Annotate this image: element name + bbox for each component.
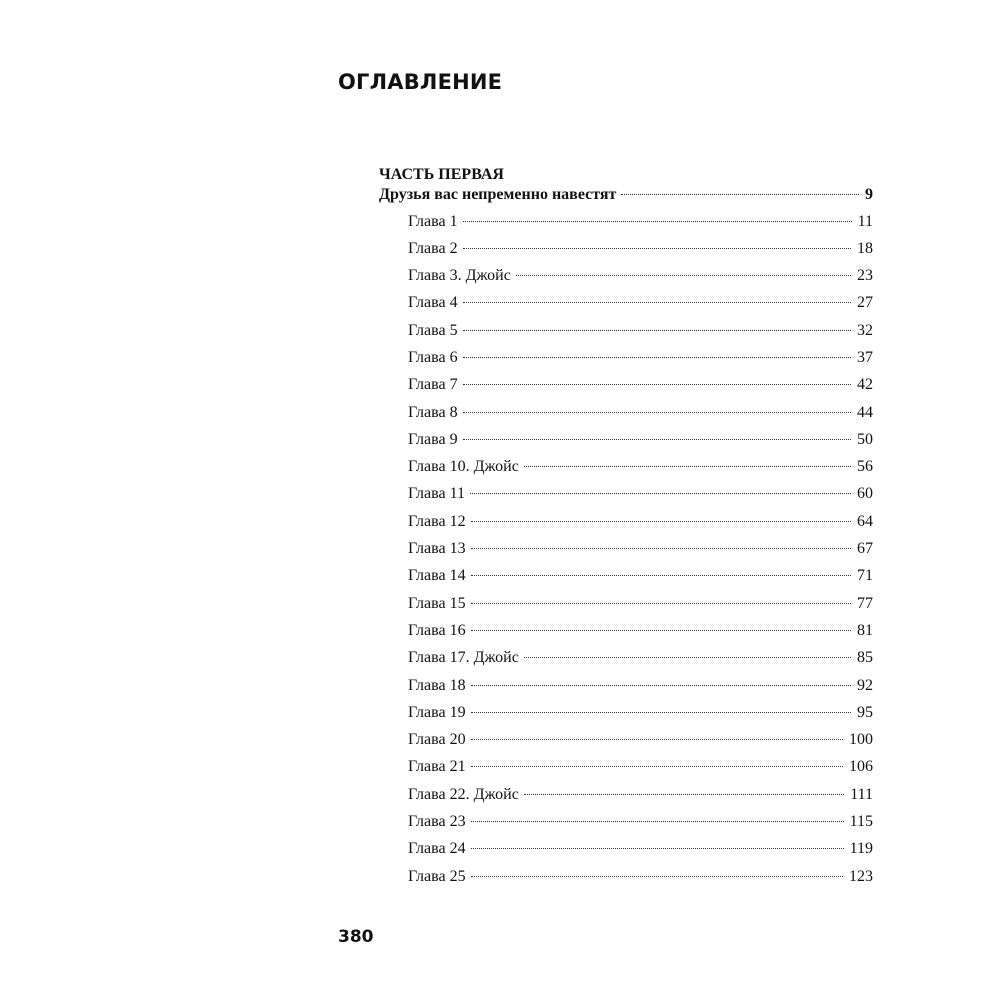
toc-chapter-row (379, 781, 873, 808)
page-title: ОГЛАВЛЕНИЕ (338, 70, 503, 94)
toc-chapter-row (379, 235, 873, 262)
chapter-title: Глава 21 (408, 758, 466, 776)
chapter-page-number: 11 (857, 212, 873, 230)
dot-leader (471, 548, 851, 549)
toc-chapter-row (379, 590, 873, 617)
dot-leader (524, 657, 851, 658)
dot-leader (471, 685, 851, 686)
toc-chapter-row (379, 644, 873, 671)
chapter-title: Глава 7 (408, 376, 458, 394)
chapter-title: Глава 16 (408, 621, 466, 639)
chapter-title: Глава 12 (408, 512, 466, 530)
toc-chapter-row (379, 535, 873, 562)
chapter-page-number: 67 (857, 540, 873, 558)
toc-chapter-row (379, 289, 873, 316)
chapter-page-number: 56 (857, 458, 873, 476)
chapter-page-number: 32 (857, 321, 873, 339)
chapter-page-number: 23 (857, 267, 873, 285)
toc-chapter-row (379, 453, 873, 480)
chapter-title: Глава 14 (408, 567, 466, 585)
toc-chapter-row (379, 317, 873, 344)
dot-leader (463, 221, 852, 222)
chapter-page-number: 100 (849, 731, 873, 749)
toc-chapter-row (379, 426, 873, 453)
toc-chapter-row (379, 562, 873, 589)
dot-leader (471, 521, 851, 522)
dot-leader (463, 357, 851, 358)
part-label: ЧАСТЬ ПЕРВАЯ (379, 166, 504, 183)
dot-leader (471, 739, 843, 740)
part-title: Друзья вас непременно навестят (379, 186, 617, 203)
chapter-title: Глава 5 (408, 321, 458, 339)
chapter-page-number: 115 (849, 813, 873, 831)
chapter-title: Глава 10. Джойс (408, 458, 519, 476)
toc-chapter-row (379, 344, 873, 371)
chapter-title: Глава 19 (408, 703, 466, 721)
dot-leader (471, 603, 851, 604)
dot-leader (463, 412, 851, 413)
chapter-page-number: 42 (857, 376, 873, 394)
chapter-title: Глава 25 (408, 867, 466, 885)
chapter-page-number: 92 (857, 676, 873, 694)
dot-leader (516, 275, 851, 276)
folio-page-number: 380 (338, 927, 374, 947)
chapter-page-number: 18 (857, 239, 873, 257)
chapter-page-number: 81 (857, 621, 873, 639)
chapter-title: Глава 11 (408, 485, 465, 503)
dot-leader (471, 876, 843, 877)
dot-leader (524, 466, 851, 467)
chapter-page-number: 60 (857, 485, 873, 503)
chapter-page-number: 119 (849, 840, 873, 858)
table-of-contents (379, 165, 873, 890)
dot-leader (463, 302, 851, 303)
chapter-page-number: 106 (849, 758, 873, 776)
dot-leader (463, 439, 851, 440)
chapter-title: Глава 20 (408, 731, 466, 749)
chapter-title: Глава 2 (408, 239, 458, 257)
chapter-page-number: 44 (857, 403, 873, 421)
toc-chapter-row (379, 262, 873, 289)
chapter-title: Глава 4 (408, 294, 458, 312)
chapter-title: Глава 17. Джойс (408, 649, 519, 667)
dot-leader (471, 848, 844, 849)
toc-chapter-row (379, 480, 873, 507)
dot-leader (463, 384, 851, 385)
dot-leader (471, 821, 844, 822)
dot-leader (463, 330, 851, 331)
chapter-title: Глава 3. Джойс (408, 267, 511, 285)
toc-chapter-row (379, 672, 873, 699)
toc-chapter-row (379, 399, 873, 426)
dot-leader (524, 794, 844, 795)
toc-chapter-row (379, 371, 873, 398)
toc-chapter-row (379, 808, 873, 835)
part-entry (379, 185, 873, 205)
chapter-title: Глава 22. Джойс (408, 785, 519, 803)
dot-leader (471, 712, 851, 713)
chapter-title: Глава 9 (408, 430, 458, 448)
chapter-title: Глава 6 (408, 348, 458, 366)
chapter-title: Глава 13 (408, 540, 466, 558)
toc-chapter-row (379, 508, 873, 535)
chapter-title: Глава 24 (408, 840, 466, 858)
dot-leader (471, 630, 851, 631)
chapter-title: Глава 15 (408, 594, 466, 612)
chapter-title: Глава 1 (408, 212, 458, 230)
toc-chapter-row (379, 617, 873, 644)
chapter-page-number: 27 (857, 294, 873, 312)
chapter-title: Глава 23 (408, 813, 466, 831)
dot-leader (471, 766, 843, 767)
chapter-page-number: 111 (850, 785, 873, 803)
chapter-title: Глава 18 (408, 676, 466, 694)
dot-leader (463, 248, 851, 249)
chapter-title: Глава 8 (408, 403, 458, 421)
dot-leader (471, 575, 851, 576)
chapter-page-number: 95 (857, 703, 873, 721)
chapter-page-number: 123 (849, 867, 873, 885)
dot-leader (470, 493, 851, 494)
chapter-page-number: 71 (857, 567, 873, 585)
part-page-number: 9 (865, 186, 873, 203)
toc-chapter-row (379, 726, 873, 753)
chapter-page-number: 85 (857, 649, 873, 667)
chapter-page-number: 37 (857, 348, 873, 366)
toc-chapter-row (379, 208, 873, 235)
chapter-list (379, 208, 873, 890)
toc-chapter-row (379, 863, 873, 890)
toc-chapter-row (379, 753, 873, 780)
toc-chapter-row (379, 835, 873, 862)
toc-chapter-row (379, 699, 873, 726)
dot-leader (621, 194, 859, 195)
chapter-page-number: 50 (857, 430, 873, 448)
chapter-page-number: 64 (857, 512, 873, 530)
chapter-page-number: 77 (857, 594, 873, 612)
